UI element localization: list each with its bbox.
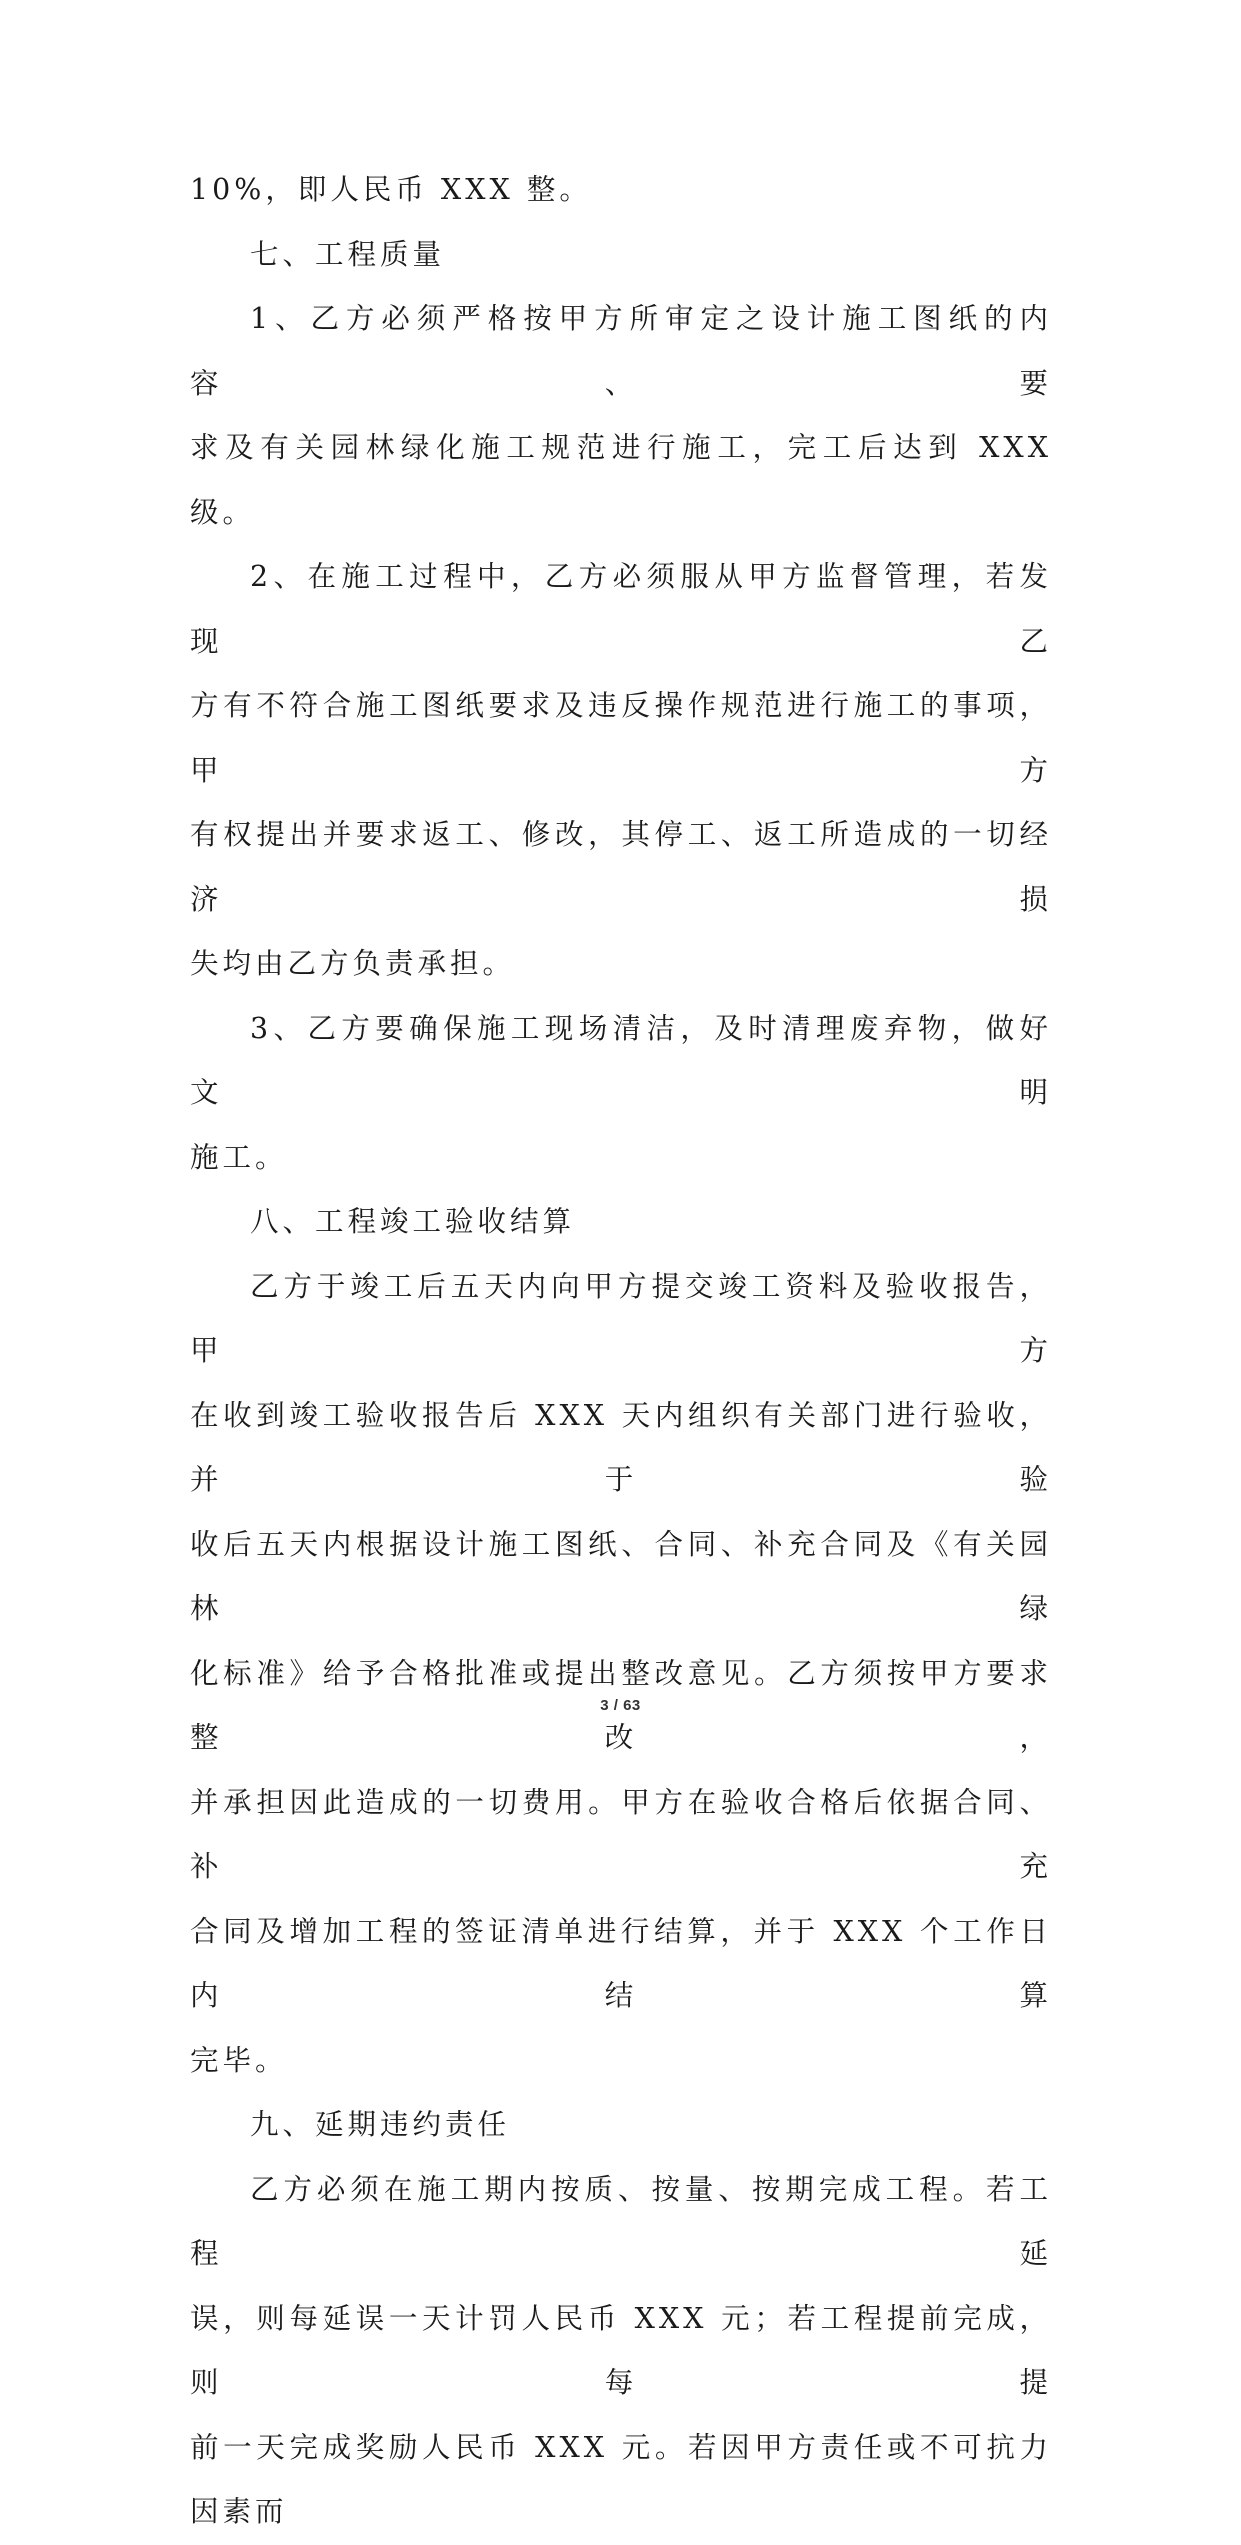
paragraph xyxy=(190,158,1052,223)
text-line: 化标准》给予合格批准或提出整改意见。乙方须按甲方要求整改， xyxy=(190,1656,1052,1754)
paragraph xyxy=(190,2093,1052,2158)
text-line: 九、延期违约责任 xyxy=(250,2108,511,2141)
text-line: 在收到竣工验收报告后 XXX 天内组织有关部门进行验收，并于验 xyxy=(190,1398,1052,1496)
paragraph xyxy=(190,1190,1052,1255)
text-line: 2、在施工过程中，乙方必须服从甲方监督管理，若发现乙 xyxy=(190,560,1052,658)
text-line: 失均由乙方负责承担。 xyxy=(190,947,516,980)
paragraph xyxy=(190,223,1052,288)
paragraph xyxy=(190,2158,1052,2545)
paragraph xyxy=(190,997,1052,1191)
text-line: 10%，即人民币 XXX 整。 xyxy=(190,173,592,206)
text-line: 有权提出并要求返工、修改，其停工、返工所造成的一切经济损 xyxy=(190,818,1052,916)
text-line: 七、工程质量 xyxy=(250,237,446,271)
text-line: 乙方必须在施工期内按质、按量、按期完成工程。若工程延 xyxy=(190,2172,1052,2270)
paragraph xyxy=(190,1255,1052,2094)
paragraph xyxy=(190,287,1052,545)
text-line: 误，则每延误一天计罚人民币 XXX 元；若工程提前完成，则每提 xyxy=(190,2301,1052,2399)
text-line: 收后五天内根据设计施工图纸、合同、补充合同及《有关园林绿 xyxy=(190,1527,1052,1625)
text-line: 方有不符合施工图纸要求及违反操作规范进行施工的事项，甲方 xyxy=(190,689,1052,787)
text-line: 八、工程竣工验收结算 xyxy=(250,1205,576,1238)
text-line: 1、乙方必须严格按甲方所审定之设计施工图纸的内容、要 xyxy=(190,302,1052,400)
text-line: 前一天完成奖励人民币 XXX 元。若因甲方责任或不可抗力因素而 xyxy=(190,2430,1052,2528)
text-line: 并承担因此造成的一切费用。甲方在验收合格后依据合同、补充 xyxy=(190,1785,1052,1883)
text-line: 3、乙方要确保施工现场清洁，及时清理废弃物，做好文明 xyxy=(190,1011,1052,1109)
paragraph xyxy=(190,545,1052,997)
text-line: 乙方于竣工后五天内向甲方提交竣工资料及验收报告，甲方 xyxy=(190,1269,1052,1367)
page-number: 3 / 63 xyxy=(600,1697,641,1714)
text-line: 完毕。 xyxy=(190,2043,288,2077)
text-line: 施工。 xyxy=(190,1140,288,1174)
text-line: 求及有关园林绿化施工规范进行施工，完工后达到 XXX 级。 xyxy=(190,431,1052,529)
text-line: 合同及增加工程的签证清单进行结算，并于 XXX 个工作日内结算 xyxy=(190,1914,1052,2012)
document-body xyxy=(190,158,1052,2545)
